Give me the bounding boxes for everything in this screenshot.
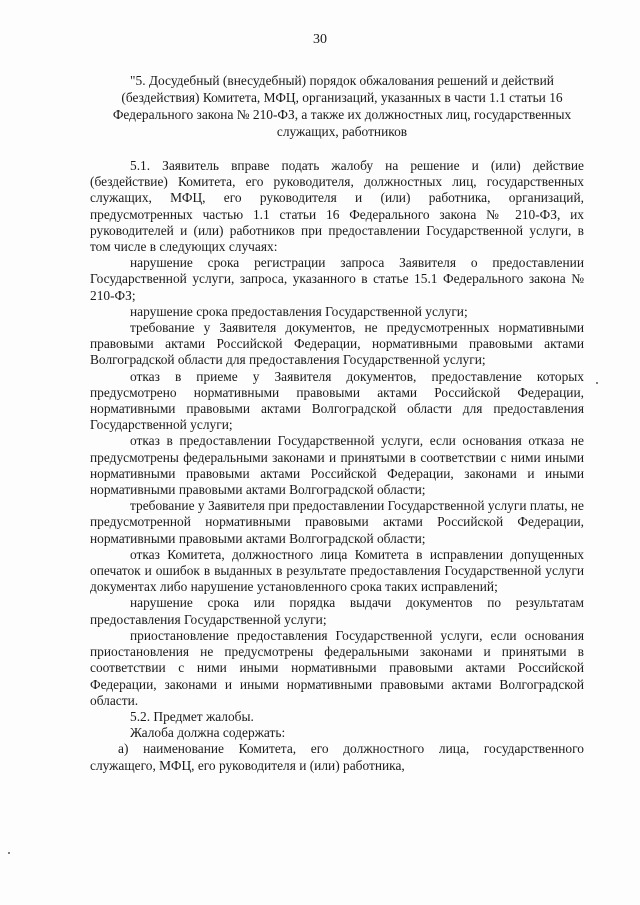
paragraph-5-2: 5.2. Предмет жалобы. — [130, 708, 254, 724]
paragraph-issuance-violation: нарушение срока или порядка выдачи документов по результатам предоставления Государственной услуги; — [90, 595, 584, 627]
paragraph-correction-refusal: отказ Комитета, должностного лица Комитета в исправлении допущенных опечаток и ошибок в выданных в результате предоставления Государственной услуги документах либо нарушение установленного срока таких исправлений; — [90, 546, 584, 595]
paragraph-registration-violation: нарушение срока регистрации запроса Заявителя о предоставлении Государственной услуги, запроса, указанного в статье 15.1 Федерального закона № 210-ФЗ; — [90, 255, 584, 303]
paragraph-5-1: 5.1. Заявитель вправе подать жалобу на решение и (или) действие (бездействие) Комитета, его руководителя, должностных лиц, государственных служащих, МФЦ, его руководителя и (или) работника, организаций, предусмотренных частью 1.1 статьи 16 Федерального закона № 210-ФЗ, их руководителей и (или) работников при предоставлении Государственной услуги, в том числе в следующих случаях: — [90, 158, 584, 255]
paragraph-documents-requirement: требование у Заявителя документов, не предусмотренных нормативными правовыми актами Российской Федерации, нормативными правовыми актами Волгоградской области для предоставления Государственной услуги; — [90, 320, 584, 368]
paragraph-refusal-acceptance: отказ в приеме у Заявителя документов, предоставление которых предусмотрено нормативными правовыми актами Российской Федерации, нормативными правовыми актами Волгоградской области для предоставления Государственной услуги; — [90, 368, 584, 433]
page-number: 30 — [313, 32, 327, 47]
list-item-a: а) наименование Комитета, его должностного лица, государственного служащего, МФЦ, его руководителя и (или) работника, — [90, 741, 584, 773]
paragraph-complaint-contents: Жалоба должна содержать: — [130, 725, 286, 741]
paragraph-suspension: приостановление предоставления Государственной услуги, если основания приостановления не предусмотрены федеральными законами и принятыми в соответствии с ними иными нормативными правовыми актами Российской Федерации, законами и иными нормативными правовыми актами Волгоградской области. — [90, 627, 584, 708]
section-heading: "5. Досудебный (внесудебный) порядок обжалования решений и действий (бездействия) Комитета, МФЦ, организаций, указанных в части 1.1 статьи 16 Федерального закона № 210-ФЗ, а также их должностных лиц, государственных служащих, работников — [112, 73, 572, 139]
scan-artifact — [8, 852, 10, 854]
paragraph-refusal-service: отказ в предоставлении Государственной услуги, если основания отказа не предусмотрены федеральными законами и принятыми в соответствии с ними иными нормативными правовыми актами Российской Федерации, законами и иными нормативными правовыми актами Волгоградской области; — [90, 433, 584, 498]
scan-artifact — [596, 382, 598, 384]
paragraph-payment-requirement: требование у Заявителя при предоставлении Государственной услуги платы, не предусмотренной нормативными правовыми актами Российской Федерации, нормативными правовыми актами Волгоградской области; — [90, 498, 584, 546]
paragraph-term-violation: нарушение срока предоставления Государственной услуги; — [130, 303, 468, 319]
body-text — [90, 158, 584, 774]
